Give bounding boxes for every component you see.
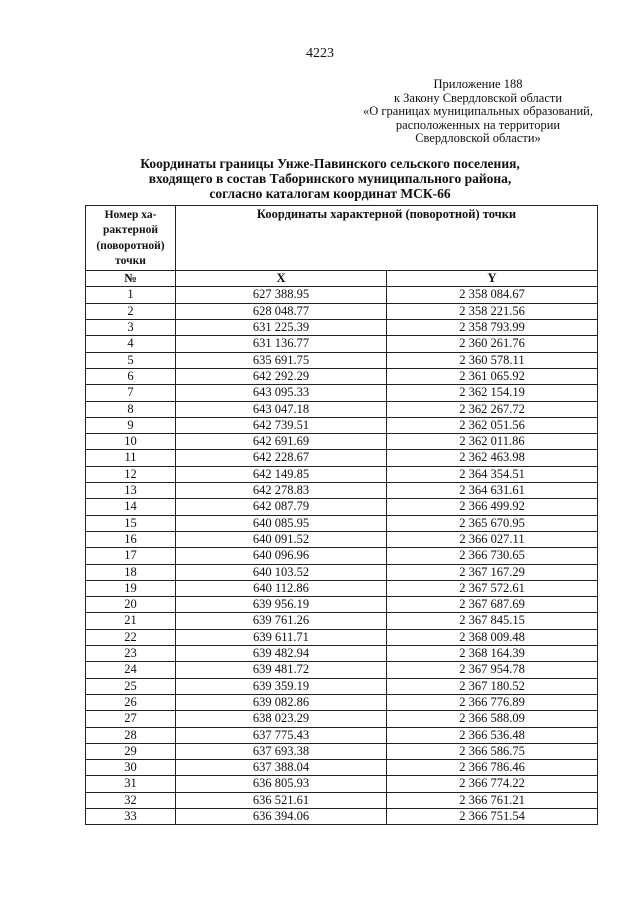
point-number-cell: 25 <box>86 678 176 694</box>
table-body <box>86 287 598 825</box>
appendix-line-1: Приложение 188 <box>433 77 523 91</box>
x-coordinate-cell: 640 096.96 <box>176 548 387 564</box>
point-number-cell: 20 <box>86 597 176 613</box>
y-coordinate-cell: 2 366 499.92 <box>387 499 598 515</box>
x-coordinate-cell: 640 091.52 <box>176 531 387 547</box>
header-point-number: Номер ха-рактерной (поворотной) точки <box>86 206 176 271</box>
y-coordinate-cell: 2 366 776.89 <box>387 694 598 710</box>
x-coordinate-cell: 635 691.75 <box>176 352 387 368</box>
point-number-cell: 18 <box>86 564 176 580</box>
x-coordinate-cell: 640 085.95 <box>176 515 387 531</box>
x-coordinate-cell: 637 388.04 <box>176 760 387 776</box>
table-row <box>86 303 598 319</box>
y-coordinate-cell: 2 362 011.86 <box>387 434 598 450</box>
point-number-cell: 2 <box>86 303 176 319</box>
y-coordinate-cell: 2 367 845.15 <box>387 613 598 629</box>
y-coordinate-cell: 2 365 670.95 <box>387 515 598 531</box>
y-coordinate-cell: 2 367 180.52 <box>387 678 598 694</box>
appendix-block <box>330 78 626 146</box>
y-coordinate-cell: 2 367 687.69 <box>387 597 598 613</box>
y-coordinate-cell: 2 367 954.78 <box>387 662 598 678</box>
x-coordinate-cell: 636 521.61 <box>176 792 387 808</box>
x-coordinate-cell: 631 136.77 <box>176 336 387 352</box>
x-coordinate-cell: 637 775.43 <box>176 727 387 743</box>
table-row <box>86 711 598 727</box>
point-number-cell: 8 <box>86 401 176 417</box>
table-row <box>86 678 598 694</box>
x-coordinate-cell: 640 112.86 <box>176 580 387 596</box>
point-number-cell: 10 <box>86 434 176 450</box>
point-number-cell: 9 <box>86 417 176 433</box>
subheader-number: № <box>86 271 176 287</box>
y-coordinate-cell: 2 366 586.75 <box>387 743 598 759</box>
point-number-cell: 6 <box>86 368 176 384</box>
document-title <box>80 156 580 201</box>
header-coordinates: Координаты характерной (поворотной) точки <box>176 206 598 271</box>
table-row <box>86 808 598 824</box>
y-coordinate-cell: 2 361 065.92 <box>387 368 598 384</box>
x-coordinate-cell: 631 225.39 <box>176 320 387 336</box>
y-coordinate-cell: 2 362 463.98 <box>387 450 598 466</box>
appendix-line-5: Свердловской области» <box>415 131 541 145</box>
point-number-cell: 29 <box>86 743 176 759</box>
table-row <box>86 483 598 499</box>
y-coordinate-cell: 2 358 793.99 <box>387 320 598 336</box>
table-row <box>86 368 598 384</box>
x-coordinate-cell: 628 048.77 <box>176 303 387 319</box>
table-row <box>86 694 598 710</box>
table-row <box>86 776 598 792</box>
y-coordinate-cell: 2 366 774.22 <box>387 776 598 792</box>
table-row <box>86 662 598 678</box>
table-row <box>86 352 598 368</box>
point-number-cell: 24 <box>86 662 176 678</box>
y-coordinate-cell: 2 360 261.76 <box>387 336 598 352</box>
table-subheader-row <box>86 271 598 287</box>
table-row <box>86 320 598 336</box>
table-row <box>86 336 598 352</box>
table-header-row <box>86 206 598 271</box>
table-row <box>86 792 598 808</box>
point-number-cell: 1 <box>86 287 176 303</box>
y-coordinate-cell: 2 364 354.51 <box>387 466 598 482</box>
point-number-cell: 26 <box>86 694 176 710</box>
x-coordinate-cell: 636 394.06 <box>176 808 387 824</box>
point-number-cell: 7 <box>86 385 176 401</box>
table-row <box>86 287 598 303</box>
subheader-x: X <box>176 271 387 287</box>
x-coordinate-cell: 639 082.86 <box>176 694 387 710</box>
y-coordinate-cell: 2 364 631.61 <box>387 483 598 499</box>
y-coordinate-cell: 2 366 751.54 <box>387 808 598 824</box>
y-coordinate-cell: 2 368 164.39 <box>387 646 598 662</box>
subheader-y: Y <box>387 271 598 287</box>
point-number-cell: 13 <box>86 483 176 499</box>
x-coordinate-cell: 642 149.85 <box>176 466 387 482</box>
x-coordinate-cell: 639 956.19 <box>176 597 387 613</box>
table-row <box>86 466 598 482</box>
x-coordinate-cell: 639 761.26 <box>176 613 387 629</box>
point-number-cell: 4 <box>86 336 176 352</box>
y-coordinate-cell: 2 366 761.21 <box>387 792 598 808</box>
x-coordinate-cell: 638 023.29 <box>176 711 387 727</box>
x-coordinate-cell: 637 693.38 <box>176 743 387 759</box>
x-coordinate-cell: 639 482.94 <box>176 646 387 662</box>
point-number-cell: 27 <box>86 711 176 727</box>
x-coordinate-cell: 642 087.79 <box>176 499 387 515</box>
table-row <box>86 613 598 629</box>
x-coordinate-cell: 639 359.19 <box>176 678 387 694</box>
table-row <box>86 401 598 417</box>
appendix-line-4: расположенных на территории <box>395 117 561 132</box>
point-number-cell: 15 <box>86 515 176 531</box>
y-coordinate-cell: 2 366 730.65 <box>387 548 598 564</box>
y-coordinate-cell: 2 366 588.09 <box>387 711 598 727</box>
y-coordinate-cell: 2 362 051.56 <box>387 417 598 433</box>
x-coordinate-cell: 636 805.93 <box>176 776 387 792</box>
point-number-cell: 5 <box>86 352 176 368</box>
point-number-cell: 31 <box>86 776 176 792</box>
table-row <box>86 531 598 547</box>
table-row <box>86 564 598 580</box>
coordinates-table <box>85 205 598 825</box>
appendix-line-2: к Закону Свердловской области <box>393 90 563 105</box>
page-number: 4223 <box>306 46 334 61</box>
table-row <box>86 385 598 401</box>
table-row <box>86 417 598 433</box>
table-row <box>86 499 598 515</box>
table-row <box>86 727 598 743</box>
point-number-cell: 12 <box>86 466 176 482</box>
title-line-2: входящего в состав Таборинского муниципального района, <box>148 171 512 186</box>
title-line-1: Координаты границы Унже-Павинского сельского поселения, <box>140 156 520 171</box>
y-coordinate-cell: 2 362 154.19 <box>387 385 598 401</box>
point-number-cell: 3 <box>86 320 176 336</box>
x-coordinate-cell: 643 095.33 <box>176 385 387 401</box>
x-coordinate-cell: 642 278.83 <box>176 483 387 499</box>
table-row <box>86 597 598 613</box>
y-coordinate-cell: 2 366 536.48 <box>387 727 598 743</box>
point-number-cell: 17 <box>86 548 176 564</box>
table-row <box>86 629 598 645</box>
y-coordinate-cell: 2 366 786.46 <box>387 760 598 776</box>
point-number-cell: 33 <box>86 808 176 824</box>
x-coordinate-cell: 642 228.67 <box>176 450 387 466</box>
point-number-cell: 32 <box>86 792 176 808</box>
y-coordinate-cell: 2 358 221.56 <box>387 303 598 319</box>
appendix-line-3: «О границах муниципальных образований, <box>363 104 593 118</box>
x-coordinate-cell: 627 388.95 <box>176 287 387 303</box>
point-number-cell: 22 <box>86 629 176 645</box>
x-coordinate-cell: 642 691.69 <box>176 434 387 450</box>
point-number-cell: 14 <box>86 499 176 515</box>
table-row <box>86 450 598 466</box>
y-coordinate-cell: 2 362 267.72 <box>387 401 598 417</box>
table-row <box>86 760 598 776</box>
point-number-cell: 23 <box>86 646 176 662</box>
point-number-cell: 19 <box>86 580 176 596</box>
x-coordinate-cell: 639 481.72 <box>176 662 387 678</box>
x-coordinate-cell: 639 611.71 <box>176 629 387 645</box>
point-number-cell: 16 <box>86 531 176 547</box>
table-row <box>86 548 598 564</box>
x-coordinate-cell: 640 103.52 <box>176 564 387 580</box>
table-row <box>86 515 598 531</box>
point-number-cell: 28 <box>86 727 176 743</box>
title-line-3: согласно каталогам координат МСК-66 <box>209 186 451 201</box>
table-row <box>86 646 598 662</box>
y-coordinate-cell: 2 367 167.29 <box>387 564 598 580</box>
x-coordinate-cell: 642 739.51 <box>176 417 387 433</box>
table-row <box>86 434 598 450</box>
x-coordinate-cell: 643 047.18 <box>176 401 387 417</box>
y-coordinate-cell: 2 358 084.67 <box>387 287 598 303</box>
y-coordinate-cell: 2 368 009.48 <box>387 629 598 645</box>
point-number-cell: 21 <box>86 613 176 629</box>
y-coordinate-cell: 2 360 578.11 <box>387 352 598 368</box>
y-coordinate-cell: 2 366 027.11 <box>387 531 598 547</box>
table-row <box>86 580 598 596</box>
x-coordinate-cell: 642 292.29 <box>176 368 387 384</box>
point-number-cell: 11 <box>86 450 176 466</box>
point-number-cell: 30 <box>86 760 176 776</box>
y-coordinate-cell: 2 367 572.61 <box>387 580 598 596</box>
table-row <box>86 743 598 759</box>
